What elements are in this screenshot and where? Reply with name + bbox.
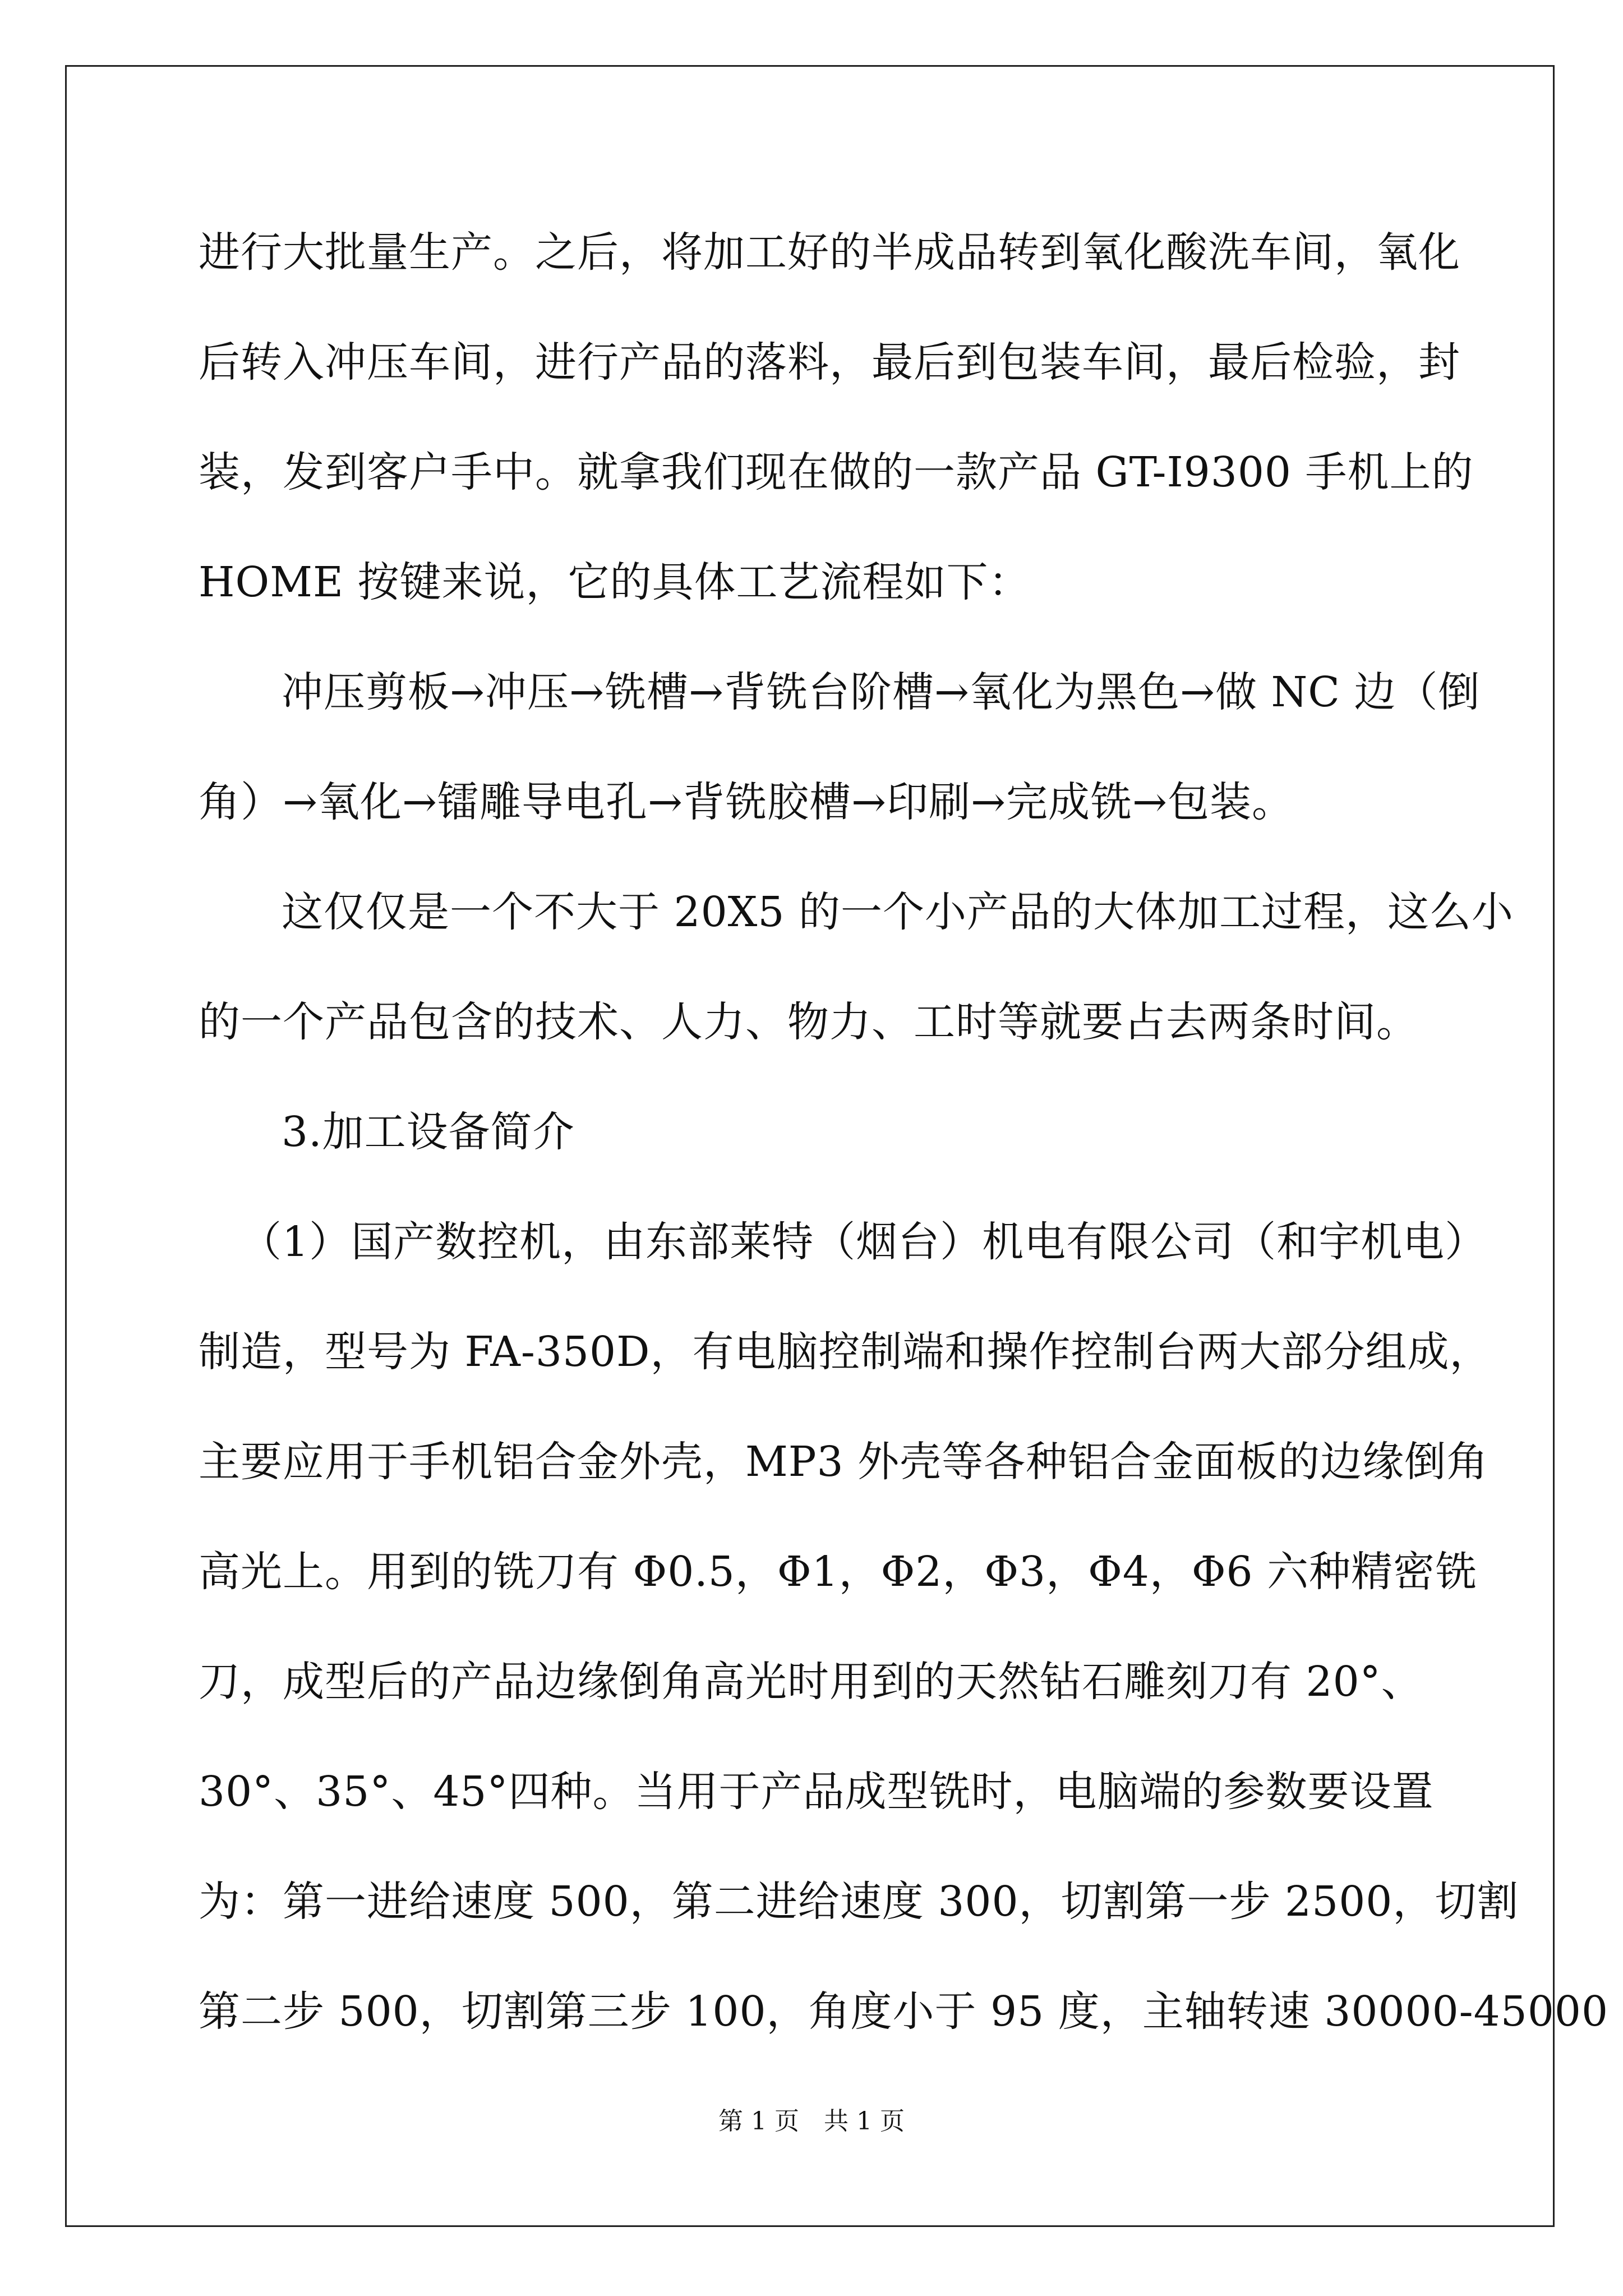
page-footer: 第 1 页 共 1 页 (718, 2107, 905, 2136)
text-line: 制造，型号为 FA-350D，有电脑控制端和操作控制台两大部分组成， (199, 1328, 1492, 1376)
text-line: 高光上。用到的铣刀有 Φ0.5，Φ1，Φ2，Φ3，Φ4，Φ6 六种精密铣 (199, 1548, 1478, 1596)
section-heading: 3.加工设备简介 (282, 1108, 575, 1156)
text-line: （1）国产数控机，由东部莱特（烟台）机电有限公司（和宇机电） (240, 1218, 1487, 1266)
text-line: 冲压剪板→冲压→铣槽→背铣台阶槽→氧化为黑色→做 NC 边（倒 (282, 668, 1481, 716)
text-line: 第二步 500，切割第三步 100，角度小于 95 度，主轴转速 30000-45000 (199, 1987, 1609, 2036)
text-line: 装，发到客户手中。就拿我们现在做的一款产品 GT-I9300 手机上的 (199, 448, 1474, 496)
text-line: 30°、35°、45°四种。当用于产品成型铣时，电脑端的参数要设置 (199, 1768, 1434, 1816)
text-line: 角）→氧化→镭雕导电孔→背铣胶槽→印刷→完成铣→包装。 (199, 778, 1294, 826)
text-line: 后转入冲压车间，进行产品的落料，最后到包装车间，最后检验，封 (199, 338, 1460, 386)
text-line: 这仅仅是一个不大于 20X5 的一个小产品的大体加工过程，这么小 (282, 888, 1514, 936)
text-line: 为：第一进给速度 500，第二进给速度 300，切割第一步 2500，切割 (199, 1878, 1519, 1926)
text-line: HOME 按键来说，它的具体工艺流程如下： (199, 558, 1031, 606)
text-line: 的一个产品包含的技术、人力、物力、工时等就要占去两条时间。 (199, 998, 1418, 1046)
text-line: 主要应用于手机铝合金外壳，MP3 外壳等各种铝合金面板的边缘倒角 (199, 1438, 1489, 1486)
text-line: 刀，成型后的产品边缘倒角高光时用到的天然钻石雕刻刀有 20°、 (199, 1658, 1423, 1706)
text-line: 进行大批量生产。之后，将加工好的半成品转到氧化酸洗车间，氧化 (199, 228, 1460, 277)
document-body (199, 216, 1609, 2085)
